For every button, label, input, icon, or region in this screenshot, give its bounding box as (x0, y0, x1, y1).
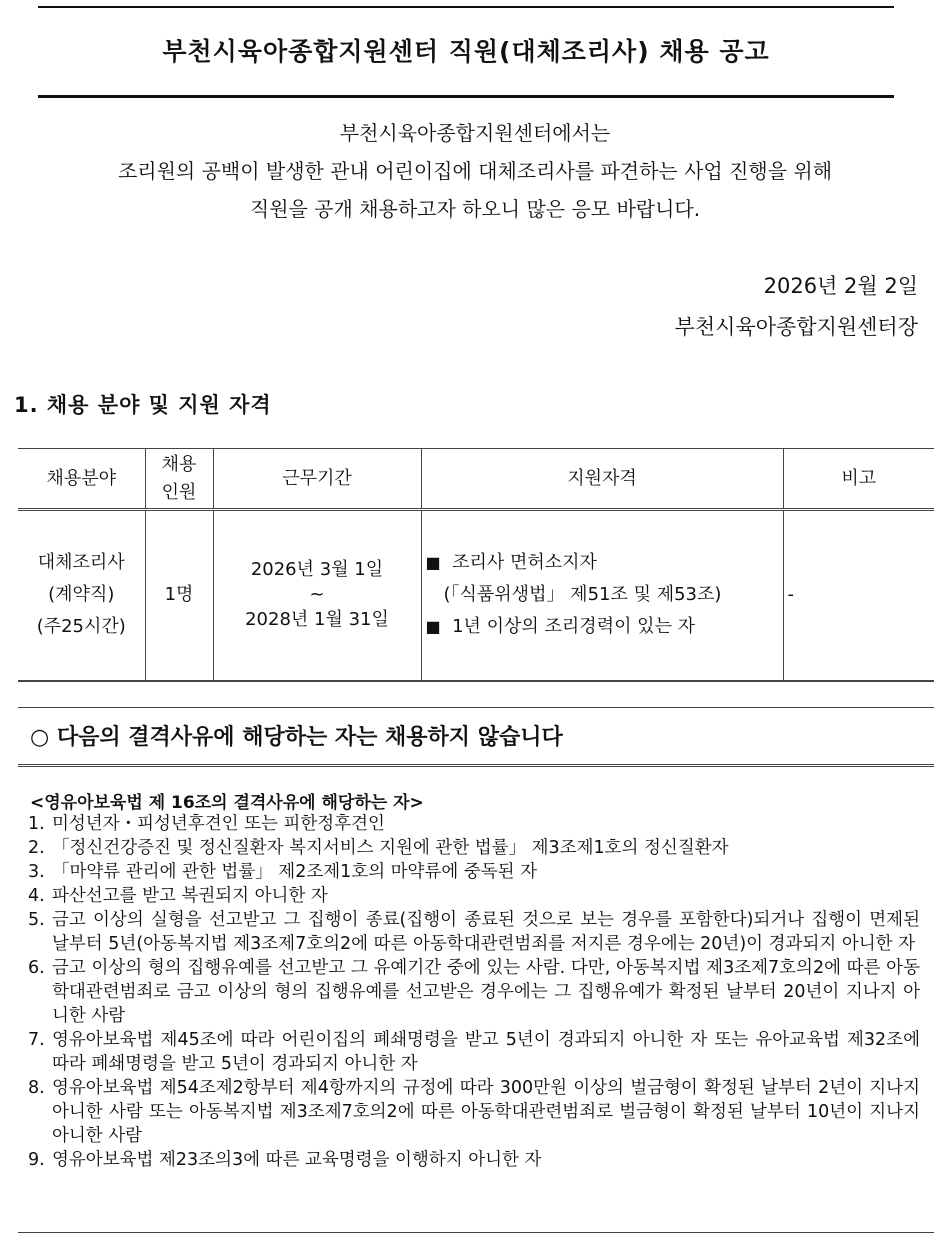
item-number: 6. (28, 958, 45, 978)
item-number: 3. (28, 862, 45, 882)
cell-note: - (783, 510, 934, 681)
notice-date: 2026년 2월 2일 (763, 274, 918, 298)
item-text: 금고 이상의 형의 집행유예를 선고받고 그 유예기간 중에 있는 사람. 다만, 아동복지법 제3조제7호의2에 따른 아동학대관련범죄로 금고 이상의 형의 집행유예를 선고받은 경우에는 그 집행유예가 확정된 날부터 20년이 지나지 아니한 사람 (52, 958, 920, 1026)
top-divider (38, 6, 894, 8)
qualification-subtext: (「식품위생법」 제51조 및 제53조) (443, 584, 722, 606)
header-count-line: 인원 (161, 481, 197, 503)
item-text: 영유아보육법 제23조의3에 따른 교육명령을 이행하지 아니한 자 (52, 1150, 542, 1170)
field-line: (주25시간) (36, 616, 126, 638)
list-item (28, 836, 920, 860)
bullet-square-icon: ■ (425, 617, 441, 637)
field-line: (계약직) (48, 584, 115, 606)
header-count-line: 채용 (161, 453, 197, 475)
item-number: 8. (28, 1078, 45, 1098)
issuer-name: 부천시육아종합지원센터장 (674, 315, 918, 339)
header-period: 근무기간 (213, 449, 421, 510)
list-item (28, 956, 920, 1028)
recruitment-table (18, 448, 934, 682)
cell-period (213, 510, 421, 681)
disqualification-subheading: <영유아보육법 제 16조의 결격사유에 해당하는 자> (30, 793, 424, 813)
table-header-row (18, 449, 934, 510)
header-count (145, 449, 213, 510)
header-note: 비고 (783, 449, 934, 510)
disqualification-box (18, 707, 934, 767)
item-text: 파산선고를 받고 복권되지 아니한 자 (52, 886, 328, 906)
item-number: 5. (28, 910, 45, 930)
section-heading: 1. 채용 분야 및 지원 자격 (14, 393, 272, 417)
disqualification-list (28, 812, 920, 1172)
qualification-item (426, 611, 783, 643)
period-separator: ~ (309, 584, 325, 606)
list-item (28, 860, 920, 884)
list-item (28, 884, 920, 908)
item-number: 7. (28, 1030, 45, 1050)
item-text: 「마약류 관리에 관한 법률」 제2조제1호의 마약류에 중독된 자 (52, 862, 538, 882)
list-item (28, 1076, 920, 1148)
cell-qualification (421, 510, 783, 681)
item-text: 「정신건강증진 및 정신질환자 복지서비스 지원에 관한 법률」 제3조제1호의 정신질환자 (52, 838, 729, 858)
bottom-divider (18, 1232, 934, 1233)
header-qualification: 지원자격 (421, 449, 783, 510)
period-end: 2028년 1월 31일 (245, 609, 389, 631)
list-item (28, 1148, 920, 1172)
disqualification-title: ○ 다음의 결격사유에 해당하는 자는 채용하지 않습니다 (30, 725, 563, 750)
item-text: 영유아보육법 제45조에 따라 어린이집의 폐쇄명령을 받고 5년이 경과되지 아니한 자 또는 유아교육법 제32조에 따라 폐쇄명령을 받고 5년이 경과되지 아니한 자 (52, 1030, 920, 1074)
qualification-text: 1년 이상의 조리경력이 있는 자 (452, 616, 696, 638)
cell-count: 1명 (145, 510, 213, 681)
item-text: 영유아보육법 제54조제2항부터 제4항까지의 규정에 따라 300만원 이상의 벌금형이 확정된 날부터 2년이 지나지 아니한 사람 또는 아동복지법 제3조제7호의2에 따른 아동학대관련범죄로 벌금형이 확정된 날부터 10년이 지나지 아니한 사람 (52, 1078, 920, 1146)
list-item (28, 1028, 920, 1076)
bullet-square-icon: ■ (425, 553, 441, 573)
table-row (18, 510, 934, 681)
item-number: 2. (28, 838, 45, 858)
intro-line: 조리원의 공백이 발생한 관내 어린이집에 대체조리사를 파견하는 사업 진행을 위해 (117, 159, 833, 183)
item-text: 미성년자・피성년후견인 또는 피한정후견인 (52, 814, 385, 834)
title-divider (38, 95, 894, 98)
item-number: 1. (28, 814, 45, 834)
list-item (28, 812, 920, 836)
list-item (28, 908, 920, 956)
period-start: 2026년 3월 1일 (250, 559, 384, 581)
qualification-text: 조리사 면허소지자 (452, 552, 597, 574)
page-title: 부천시육아종합지원센터 직원(대체조리사) 채용 공고 (162, 37, 770, 66)
header-field: 채용분야 (18, 449, 145, 510)
item-text: 금고 이상의 실형을 선고받고 그 집행이 종료(집행이 종료된 것으로 보는 경우를 포함한다)되거나 집행이 면제된 날부터 5년(아동복지법 제3조제7호의2에 따른 아동학대관련범죄를 저지른 경우에는 20년)이 경과되지 아니한 자 (52, 910, 920, 954)
intro-line: 직원을 공개 채용하고자 하오니 많은 응모 바랍니다. (249, 197, 701, 221)
item-number: 9. (28, 1150, 45, 1170)
item-number: 4. (28, 886, 45, 906)
intro-paragraph (0, 114, 950, 228)
cell-field (18, 510, 145, 681)
qualification-item (426, 547, 783, 579)
intro-line: 부천시육아종합지원센터에서는 (339, 121, 611, 145)
field-line: 대체조리사 (37, 552, 125, 574)
